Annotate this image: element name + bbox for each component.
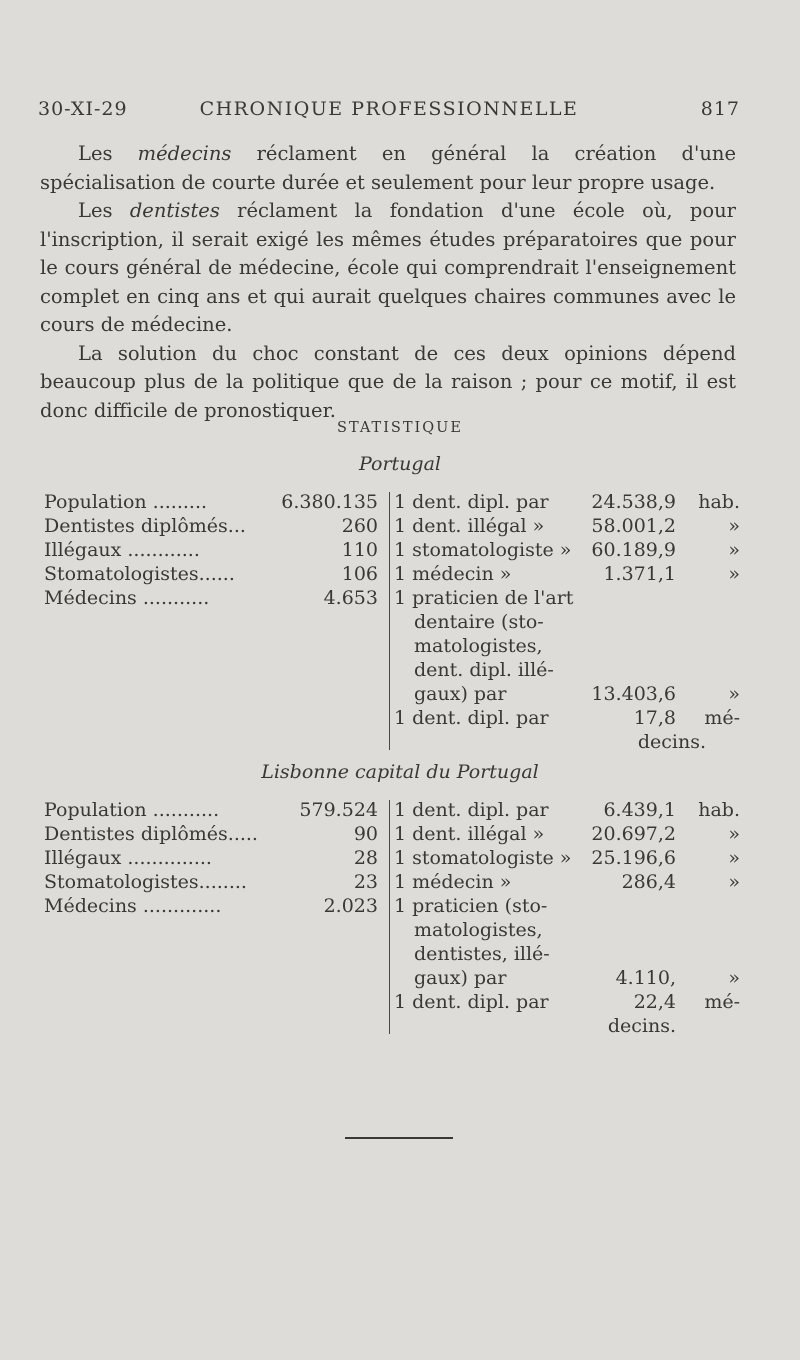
closing-rule bbox=[345, 1137, 453, 1139]
count-row bbox=[44, 538, 378, 562]
ratio-value: 24.538,9 bbox=[591, 491, 676, 513]
ratio-row bbox=[394, 562, 740, 586]
ratio-row bbox=[394, 658, 740, 682]
count-label: Stomatologistes...... bbox=[44, 563, 235, 585]
ratio-label: 1 dent. illégal » bbox=[394, 823, 545, 845]
paragraph bbox=[40, 197, 736, 340]
ratio-label: gaux) par bbox=[414, 967, 507, 989]
statistics-heading: STATISTIQUE bbox=[337, 420, 463, 436]
ratio-label: dentaire (sto- bbox=[414, 611, 544, 633]
paragraph-text: Les bbox=[78, 199, 130, 222]
ratio-label: 1 stomatologiste » bbox=[394, 847, 572, 869]
ratio-row bbox=[394, 730, 740, 754]
ratio-unit: » bbox=[728, 823, 740, 845]
count-value: 260 bbox=[341, 515, 378, 537]
ratio-row bbox=[394, 1014, 740, 1038]
ratio-row bbox=[394, 798, 740, 822]
count-label: Dentistes diplômés... bbox=[44, 515, 246, 537]
count-label: Illégaux .............. bbox=[44, 847, 212, 869]
ratio-label: 1 dent. dipl. par bbox=[394, 991, 549, 1013]
count-value: 4.653 bbox=[323, 587, 378, 609]
lisbonne-heading: Lisbonne capital du Portugal bbox=[261, 761, 539, 783]
ratio-label: matologistes, bbox=[414, 635, 543, 657]
paragraph-text: réclament la fondation d'une école où, pour l'inscription, il serait exigé les mêmes études préparatoires que pour le cours général de médecine, école qui comprendrait l'enseignement complet en cinq ans et qui aurait quelques chaires communes avec le cours de médecine. bbox=[40, 199, 736, 336]
count-value: 6.380.135 bbox=[281, 491, 378, 513]
ratio-value: 58.001,2 bbox=[591, 515, 676, 537]
ratio-value: 286,4 bbox=[621, 871, 676, 893]
ratio-row bbox=[394, 610, 740, 634]
count-label: Population ........... bbox=[44, 799, 220, 821]
ratio-row bbox=[394, 634, 740, 658]
header-date: 30-XI-29 bbox=[38, 98, 128, 120]
ratio-unit: hab. bbox=[698, 799, 740, 821]
count-label: Population ......... bbox=[44, 491, 208, 513]
count-value: 110 bbox=[341, 539, 378, 561]
ratio-label: dentistes, illé- bbox=[414, 943, 550, 965]
ratio-value: 22,4 bbox=[633, 991, 676, 1013]
paragraph-text: réclament en général la création d'une spécialisation de courte durée et seulement pour leur propre usage. bbox=[40, 142, 736, 194]
count-row bbox=[44, 562, 378, 586]
ratio-value: 17,8 bbox=[633, 707, 676, 729]
column-divider bbox=[389, 800, 390, 1034]
page-number: 817 bbox=[700, 98, 740, 120]
paragraph-text: La solution du choc constant de ces deux opinions dépend beaucoup plus de la politique que de la raison ; pour ce motif, il est donc difficile de pronostiquer. bbox=[40, 341, 736, 422]
count-value: 579.524 bbox=[299, 799, 378, 821]
ratio-row bbox=[394, 682, 740, 706]
ratio-row bbox=[394, 990, 740, 1014]
ratio-value: 13.403,6 bbox=[591, 683, 676, 705]
ratio-unit: » bbox=[728, 539, 740, 561]
ratio-label: dent. dipl. illé- bbox=[414, 659, 554, 681]
count-row bbox=[44, 846, 378, 870]
ratio-value: 60.189,9 bbox=[591, 539, 676, 561]
count-row bbox=[44, 586, 378, 610]
ratio-row bbox=[394, 822, 740, 846]
lisbonne-ratios bbox=[394, 798, 740, 1038]
ratio-value: 4.110, bbox=[615, 967, 676, 989]
ratio-label: 1 dent. dipl. par bbox=[394, 707, 549, 729]
ratio-label: 1 médecin » bbox=[394, 563, 512, 585]
body-text bbox=[40, 140, 736, 425]
count-row bbox=[44, 894, 378, 918]
ratio-label: gaux) par bbox=[414, 683, 507, 705]
portugal-ratios bbox=[394, 490, 740, 754]
ratio-unit: » bbox=[728, 847, 740, 869]
count-row bbox=[44, 870, 378, 894]
portugal-heading: Portugal bbox=[359, 453, 441, 475]
count-label: Médecins ............. bbox=[44, 895, 222, 917]
ratio-unit: » bbox=[728, 871, 740, 893]
ratio-value: 20.697,2 bbox=[591, 823, 676, 845]
count-label: Illégaux ............ bbox=[44, 539, 200, 561]
count-value: 90 bbox=[353, 823, 378, 845]
ratio-unit: » bbox=[728, 683, 740, 705]
ratio-label: 1 médecin » bbox=[394, 871, 512, 893]
ratio-row bbox=[394, 586, 740, 610]
ratio-unit: hab. bbox=[698, 491, 740, 513]
paragraph-text: Les bbox=[78, 142, 138, 165]
count-row bbox=[44, 514, 378, 538]
ratio-value: 6.439,1 bbox=[603, 799, 676, 821]
ratio-label: 1 stomatologiste » bbox=[394, 539, 572, 561]
header-title: CHRONIQUE PROFESSIONNELLE bbox=[199, 98, 579, 120]
paragraph bbox=[40, 140, 736, 197]
ratio-label: 1 dent. dipl. par bbox=[394, 799, 549, 821]
count-row bbox=[44, 798, 378, 822]
count-row bbox=[44, 490, 378, 514]
count-label: Stomatologistes........ bbox=[44, 871, 247, 893]
count-row bbox=[44, 822, 378, 846]
count-value: 23 bbox=[353, 871, 378, 893]
ratio-label: 1 dent. illégal » bbox=[394, 515, 545, 537]
ratio-unit: » bbox=[728, 563, 740, 585]
count-value: 2.023 bbox=[323, 895, 378, 917]
column-divider bbox=[389, 492, 390, 750]
ratio-label: 1 praticien de l'art bbox=[394, 587, 574, 609]
ratio-row bbox=[394, 846, 740, 870]
ratio-tail: decins. bbox=[637, 731, 706, 753]
emphasis-text: médecins bbox=[137, 142, 232, 165]
ratio-unit: » bbox=[728, 515, 740, 537]
ratio-row bbox=[394, 514, 740, 538]
paragraph bbox=[40, 340, 736, 426]
ratio-tail: decins. bbox=[607, 1015, 676, 1037]
ratio-row bbox=[394, 942, 740, 966]
ratio-row bbox=[394, 490, 740, 514]
ratio-row bbox=[394, 966, 740, 990]
ratio-value: 25.196,6 bbox=[591, 847, 676, 869]
count-label: Médecins ........... bbox=[44, 587, 210, 609]
ratio-row bbox=[394, 870, 740, 894]
ratio-row bbox=[394, 894, 740, 918]
portugal-counts bbox=[44, 490, 378, 610]
count-value: 28 bbox=[353, 847, 378, 869]
ratio-row bbox=[394, 538, 740, 562]
emphasis-text: dentistes bbox=[129, 199, 220, 222]
ratio-value: 1.371,1 bbox=[603, 563, 676, 585]
ratio-unit: mé- bbox=[704, 991, 740, 1013]
count-value: 106 bbox=[341, 563, 378, 585]
running-head bbox=[38, 98, 740, 126]
count-label: Dentistes diplômés..... bbox=[44, 823, 258, 845]
ratio-label: 1 praticien (sto- bbox=[394, 895, 548, 917]
ratio-row bbox=[394, 706, 740, 730]
ratio-unit: » bbox=[728, 967, 740, 989]
ratio-row bbox=[394, 918, 740, 942]
ratio-label: matologistes, bbox=[414, 919, 543, 941]
ratio-label: 1 dent. dipl. par bbox=[394, 491, 549, 513]
ratio-unit: mé- bbox=[704, 707, 740, 729]
lisbonne-counts bbox=[44, 798, 378, 918]
